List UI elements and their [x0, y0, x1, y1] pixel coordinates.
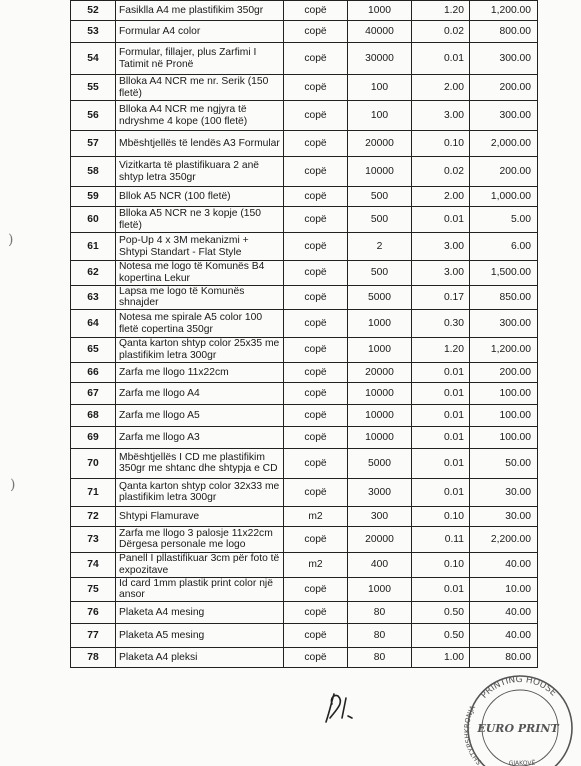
unit-price-cell: 0.01 — [412, 207, 470, 233]
unit-cell: copë — [284, 382, 348, 404]
quantity-cell: 1000 — [348, 577, 412, 602]
total-price-cell: 30.00 — [470, 478, 538, 506]
total-price-cell: 40.00 — [470, 602, 538, 624]
row-number-cell: 68 — [71, 404, 116, 426]
quantity-cell: 500 — [348, 187, 412, 207]
row-number-cell: 77 — [71, 624, 116, 648]
unit-cell: m2 — [284, 506, 348, 526]
table-row — [71, 602, 538, 624]
total-price-cell: 2,200.00 — [470, 526, 538, 552]
row-number-cell: 65 — [71, 338, 116, 363]
quantity-cell: 20000 — [348, 362, 412, 382]
total-price-cell: 100.00 — [470, 404, 538, 426]
quantity-cell: 1000 — [348, 338, 412, 363]
total-price-cell: 800.00 — [470, 21, 538, 43]
item-description-cell: Lapsa me logo të Komunës shnajder — [116, 285, 284, 310]
total-price-cell: 1,000.00 — [470, 187, 538, 207]
table-row — [71, 157, 538, 187]
row-number-cell: 62 — [71, 261, 116, 286]
row-number-cell: 75 — [71, 577, 116, 602]
unit-price-cell: 3.00 — [412, 233, 470, 261]
item-description-cell: Blloka A4 NCR me nr. Serik (150 fletë) — [116, 75, 284, 101]
unit-cell: copë — [284, 1, 348, 21]
row-number-cell: 52 — [71, 1, 116, 21]
quantity-cell: 5000 — [348, 285, 412, 310]
row-number-cell: 71 — [71, 478, 116, 506]
unit-cell: copë — [284, 21, 348, 43]
item-description-cell: Plaketa A4 mesing — [116, 602, 284, 624]
item-description-cell: Qanta karton shtyp color 32x33 me plastifikim letra 300gr — [116, 478, 284, 506]
unit-price-cell: 0.01 — [412, 382, 470, 404]
item-description-cell: Zarfa me llogo A5 — [116, 404, 284, 426]
total-price-cell: 300.00 — [470, 43, 538, 75]
quantity-cell: 100 — [348, 75, 412, 101]
quantity-cell: 10000 — [348, 404, 412, 426]
row-number-cell: 66 — [71, 362, 116, 382]
total-price-cell: 200.00 — [470, 75, 538, 101]
total-price-cell: 5.00 — [470, 207, 538, 233]
row-number-cell: 59 — [71, 187, 116, 207]
unit-cell: copë — [284, 624, 348, 648]
price-table — [70, 0, 538, 668]
table-row — [71, 43, 538, 75]
unit-price-cell: 0.17 — [412, 285, 470, 310]
table-row — [71, 382, 538, 404]
item-description-cell: Zarfa me llogo 11x22cm — [116, 362, 284, 382]
item-description-cell: Qanta karton shtyp color 25x35 me plastifikim letra 300gr — [116, 338, 284, 363]
unit-cell: copë — [284, 362, 348, 382]
item-description-cell: Mbështjellës I CD me plastifikim 350gr me shtanc dhe shtypja e CD — [116, 448, 284, 478]
company-stamp-image — [452, 666, 581, 766]
unit-cell: copë — [284, 526, 348, 552]
item-description-cell: Shtypi Flamurave — [116, 506, 284, 526]
total-price-cell: 1,500.00 — [470, 261, 538, 286]
unit-price-cell: 0.50 — [412, 602, 470, 624]
item-description-cell: Formular, fillajer, plus Zarfimi I Tatimit në Pronë — [116, 43, 284, 75]
table-row — [71, 404, 538, 426]
unit-price-cell: 3.00 — [412, 101, 470, 131]
quantity-cell: 5000 — [348, 448, 412, 478]
table-row — [71, 577, 538, 602]
margin-mark: ) — [10, 477, 16, 493]
unit-price-cell: 0.01 — [412, 404, 470, 426]
table-row — [71, 362, 538, 382]
table-row — [71, 75, 538, 101]
unit-price-cell: 0.10 — [412, 506, 470, 526]
unit-cell: copë — [284, 261, 348, 286]
unit-price-cell: 0.10 — [412, 552, 470, 577]
table-row — [71, 261, 538, 286]
unit-cell: copë — [284, 75, 348, 101]
table-row — [71, 552, 538, 577]
unit-price-cell: 1.20 — [412, 338, 470, 363]
quantity-cell: 10000 — [348, 426, 412, 448]
total-price-cell: 10.00 — [470, 577, 538, 602]
row-number-cell: 67 — [71, 382, 116, 404]
row-number-cell: 69 — [71, 426, 116, 448]
quantity-cell: 10000 — [348, 382, 412, 404]
total-price-cell: 80.00 — [470, 648, 538, 668]
total-price-cell: 200.00 — [470, 157, 538, 187]
unit-price-cell: 0.10 — [412, 131, 470, 157]
table-row — [71, 21, 538, 43]
quantity-cell: 2 — [348, 233, 412, 261]
unit-price-cell: 0.01 — [412, 43, 470, 75]
unit-cell: copë — [284, 233, 348, 261]
unit-cell: copë — [284, 404, 348, 426]
table-row — [71, 526, 538, 552]
margin-mark: ) — [8, 232, 14, 248]
total-price-cell: 200.00 — [470, 362, 538, 382]
unit-cell: m2 — [284, 552, 348, 577]
signature-image — [318, 688, 378, 728]
unit-price-cell: 0.50 — [412, 624, 470, 648]
total-price-cell: 1,200.00 — [470, 338, 538, 363]
total-price-cell: 50.00 — [470, 448, 538, 478]
total-price-cell: 100.00 — [470, 382, 538, 404]
table-body — [71, 1, 538, 668]
unit-cell: copë — [284, 207, 348, 233]
table-row — [71, 338, 538, 363]
unit-price-cell: 0.02 — [412, 21, 470, 43]
row-number-cell: 55 — [71, 75, 116, 101]
item-description-cell: Plaketa A4 pleksi — [116, 648, 284, 668]
quantity-cell: 30000 — [348, 43, 412, 75]
total-price-cell: 40.00 — [470, 624, 538, 648]
table-row — [71, 233, 538, 261]
row-number-cell: 58 — [71, 157, 116, 187]
unit-price-cell: 1.00 — [412, 648, 470, 668]
unit-cell: copë — [284, 157, 348, 187]
table-row — [71, 207, 538, 233]
quantity-cell: 500 — [348, 207, 412, 233]
quantity-cell: 3000 — [348, 478, 412, 506]
quantity-cell: 10000 — [348, 157, 412, 187]
stamp-left-text: SHTYPSHKRONJA — [463, 704, 484, 766]
quantity-cell: 100 — [348, 101, 412, 131]
item-description-cell: Blloka A5 NCR ne 3 kopje (150 fletë) — [116, 207, 284, 233]
row-number-cell: 76 — [71, 602, 116, 624]
unit-cell: copë — [284, 602, 348, 624]
total-price-cell: 100.00 — [470, 426, 538, 448]
row-number-cell: 64 — [71, 310, 116, 338]
item-description-cell: Zarfa me llogo A3 — [116, 426, 284, 448]
item-description-cell: Mbështjellës të lendës A3 Formular — [116, 131, 284, 157]
unit-cell: copë — [284, 577, 348, 602]
quantity-cell: 80 — [348, 648, 412, 668]
table-row — [71, 310, 538, 338]
quantity-cell: 20000 — [348, 526, 412, 552]
total-price-cell: 40.00 — [470, 552, 538, 577]
table-row — [71, 187, 538, 207]
unit-price-cell: 0.01 — [412, 448, 470, 478]
total-price-cell: 2,000.00 — [470, 131, 538, 157]
unit-price-cell: 0.11 — [412, 526, 470, 552]
total-price-cell: 300.00 — [470, 101, 538, 131]
quantity-cell: 20000 — [348, 131, 412, 157]
unit-cell: copë — [284, 310, 348, 338]
svg-text:SHTYPSHKRONJA — [463, 704, 483, 766]
item-description-cell: Notesa me logo të Komunës B4 kopertina Lekur — [116, 261, 284, 286]
unit-cell: copë — [284, 43, 348, 75]
table-row — [71, 1, 538, 21]
unit-cell: copë — [284, 187, 348, 207]
row-number-cell: 54 — [71, 43, 116, 75]
unit-price-cell: 0.01 — [412, 362, 470, 382]
svg-text:PRINTING HOUSE — [479, 675, 558, 701]
unit-price-cell: 0.02 — [412, 157, 470, 187]
unit-price-cell: 3.00 — [412, 261, 470, 286]
quantity-cell: 1000 — [348, 1, 412, 21]
quantity-cell: 40000 — [348, 21, 412, 43]
unit-cell: copë — [284, 426, 348, 448]
item-description-cell: Notesa me spirale A5 color 100 fletë copertina 350gr — [116, 310, 284, 338]
total-price-cell: 1,200.00 — [470, 1, 538, 21]
item-description-cell: Bllok A5 NCR (100 fletë) — [116, 187, 284, 207]
total-price-cell: 30.00 — [470, 506, 538, 526]
unit-cell: copë — [284, 448, 348, 478]
total-price-cell: 6.00 — [470, 233, 538, 261]
item-description-cell: Zarfa me llogo A4 — [116, 382, 284, 404]
table-row — [71, 285, 538, 310]
table-row — [71, 506, 538, 526]
unit-cell: copë — [284, 131, 348, 157]
table-row — [71, 624, 538, 648]
unit-price-cell: 2.00 — [412, 187, 470, 207]
unit-price-cell: 0.01 — [412, 426, 470, 448]
row-number-cell: 72 — [71, 506, 116, 526]
table-row — [71, 448, 538, 478]
row-number-cell: 70 — [71, 448, 116, 478]
item-description-cell: Vizitkarta të plastifikuara 2 anë shtyp letra 350gr — [116, 157, 284, 187]
quantity-cell: 500 — [348, 261, 412, 286]
unit-cell: copë — [284, 338, 348, 363]
quantity-cell: 80 — [348, 602, 412, 624]
row-number-cell: 53 — [71, 21, 116, 43]
unit-price-cell: 0.30 — [412, 310, 470, 338]
total-price-cell: 300.00 — [470, 310, 538, 338]
row-number-cell: 73 — [71, 526, 116, 552]
row-number-cell: 56 — [71, 101, 116, 131]
item-description-cell: Plaketa A5 mesing — [116, 624, 284, 648]
table-row — [71, 101, 538, 131]
quantity-cell: 400 — [348, 552, 412, 577]
stamp-top-text: PRINTING HOUSE — [479, 674, 559, 701]
table-row — [71, 426, 538, 448]
stamp-bottom-text: GJAKOVË — [508, 760, 536, 766]
row-number-cell: 57 — [71, 131, 116, 157]
quantity-cell: 1000 — [348, 310, 412, 338]
table-row — [71, 478, 538, 506]
unit-price-cell: 0.01 — [412, 478, 470, 506]
unit-price-cell: 1.20 — [412, 1, 470, 21]
row-number-cell: 63 — [71, 285, 116, 310]
item-description-cell: Blloka A4 NCR me ngjyra të ndryshme 4 kope (100 fletë) — [116, 101, 284, 131]
row-number-cell: 74 — [71, 552, 116, 577]
unit-cell: copë — [284, 101, 348, 131]
table-row — [71, 131, 538, 157]
row-number-cell: 60 — [71, 207, 116, 233]
unit-price-cell: 2.00 — [412, 75, 470, 101]
row-number-cell: 78 — [71, 648, 116, 668]
row-number-cell: 61 — [71, 233, 116, 261]
unit-price-cell: 0.01 — [412, 577, 470, 602]
unit-cell: copë — [284, 648, 348, 668]
total-price-cell: 850.00 — [470, 285, 538, 310]
item-description-cell: Fasiklla A4 me plastifikim 350gr — [116, 1, 284, 21]
unit-cell: copë — [284, 478, 348, 506]
item-description-cell: Formular A4 color — [116, 21, 284, 43]
stamp-center-text: EURO PRINT — [477, 722, 559, 735]
quantity-cell: 300 — [348, 506, 412, 526]
item-description-cell: Zarfa me llogo 3 palosje 11x22cm Dërgesa personale me logo — [116, 526, 284, 552]
unit-cell: copë — [284, 285, 348, 310]
quantity-cell: 80 — [348, 624, 412, 648]
item-description-cell: Pop-Up 4 x 3M mekanizmi + Shtypi Standart - Flat Style — [116, 233, 284, 261]
item-description-cell: Id card 1mm plastik print color një ansor — [116, 577, 284, 602]
item-description-cell: Panell I pllastifikuar 3cm për foto të expozitave — [116, 552, 284, 577]
table-row — [71, 648, 538, 668]
